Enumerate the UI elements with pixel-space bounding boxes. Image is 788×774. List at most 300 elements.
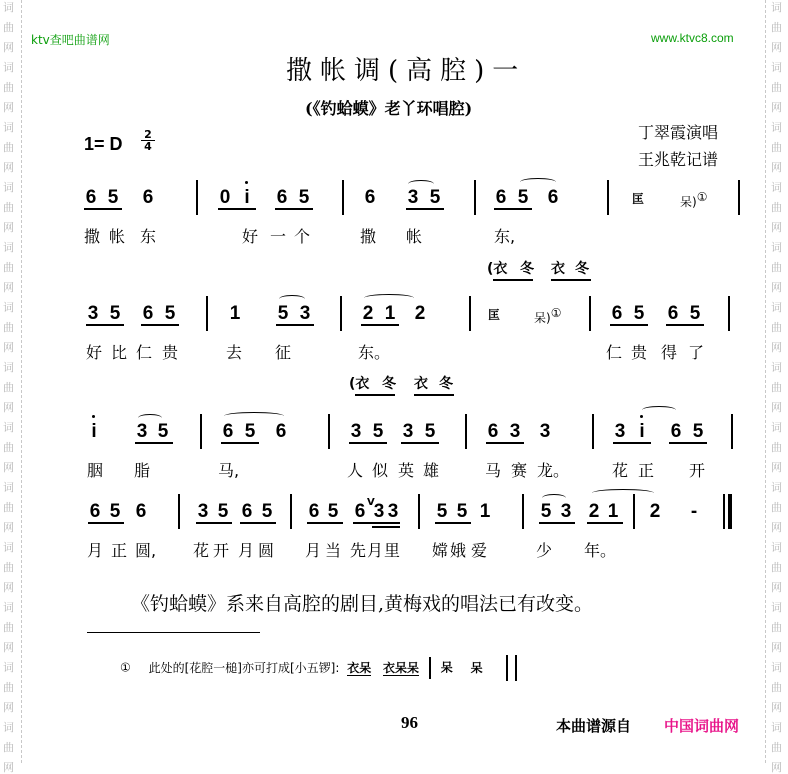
source-site-name: 中国词曲网 bbox=[664, 717, 740, 735]
lyric: 月 bbox=[305, 541, 322, 560]
lyric: 人 bbox=[347, 461, 364, 480]
watermark-char: 曲 bbox=[3, 741, 14, 754]
song-subtitle: (《钓蛤蟆》老丫环唱腔) bbox=[305, 99, 473, 118]
watermark-char: 词 bbox=[771, 421, 782, 434]
right-dashed-border bbox=[765, 0, 766, 763]
watermark-char: 曲 bbox=[3, 561, 14, 574]
lyric: 嫦 bbox=[432, 541, 449, 560]
note: 5 bbox=[372, 421, 384, 442]
watermark-char: 词 bbox=[771, 601, 782, 614]
lyric: 马, bbox=[218, 461, 240, 480]
lyric: 先 bbox=[350, 541, 367, 560]
bar-line bbox=[633, 494, 635, 529]
lyric: 开 bbox=[213, 541, 230, 560]
octave-dot bbox=[640, 415, 643, 418]
watermark-char: 网 bbox=[3, 581, 14, 594]
note: 5 bbox=[109, 501, 121, 522]
note: 5 bbox=[517, 187, 529, 208]
watermark-char: 曲 bbox=[3, 21, 14, 34]
watermark-char: 曲 bbox=[771, 501, 782, 514]
right-watermark-strip bbox=[768, 0, 788, 774]
bar-line bbox=[196, 180, 198, 215]
lyric: 里 bbox=[384, 541, 401, 560]
watermark-char: 词 bbox=[3, 421, 14, 434]
beam-underline bbox=[196, 522, 232, 524]
bar-line bbox=[731, 414, 733, 449]
watermark-char: 词 bbox=[3, 181, 14, 194]
watermark-char: 曲 bbox=[3, 141, 14, 154]
note: 6 bbox=[275, 421, 287, 442]
watermark-char: 网 bbox=[3, 701, 14, 714]
lyric: 圆, bbox=[135, 541, 157, 560]
watermark-char: 曲 bbox=[3, 681, 14, 694]
note: 5 bbox=[261, 501, 273, 522]
watermark-char: 曲 bbox=[3, 621, 14, 634]
percussion-syllable bbox=[534, 306, 561, 326]
beam-underline bbox=[666, 324, 704, 326]
beam-underline bbox=[275, 208, 313, 210]
note: 2 bbox=[588, 501, 600, 522]
bar-line bbox=[469, 296, 471, 331]
note: 6 bbox=[276, 187, 288, 208]
watermark-char: 曲 bbox=[771, 261, 782, 274]
note: 6 bbox=[611, 303, 623, 324]
lyric: 个 bbox=[294, 227, 311, 246]
lyric: 花 bbox=[193, 541, 210, 560]
note-high bbox=[87, 421, 101, 443]
lyric: 年。 bbox=[584, 541, 617, 560]
note: 6 bbox=[135, 501, 147, 522]
bar-line bbox=[429, 657, 431, 679]
bar-line bbox=[465, 414, 467, 449]
lyric: 帐 bbox=[109, 227, 126, 246]
perc-text: 呆) bbox=[680, 195, 697, 209]
note: 1 bbox=[607, 501, 619, 522]
lyric: 东 bbox=[140, 227, 157, 246]
lyric: 赛 bbox=[511, 461, 528, 480]
lyric: 脂 bbox=[134, 461, 151, 480]
lyric: 撒 bbox=[360, 227, 377, 246]
watermark-char: 网 bbox=[771, 401, 782, 414]
lyric: 一 bbox=[270, 227, 287, 246]
left-dashed-border bbox=[21, 0, 22, 763]
watermark-char: 网 bbox=[771, 101, 782, 114]
note-digit: i bbox=[244, 187, 250, 208]
percussion-syllable: (衣 bbox=[487, 261, 508, 277]
watermark-char: 词 bbox=[771, 241, 782, 254]
note: 6 bbox=[547, 187, 559, 208]
dash-sustain: - bbox=[690, 501, 698, 522]
watermark-char: 曲 bbox=[3, 321, 14, 334]
watermark-char: 词 bbox=[3, 61, 14, 74]
watermark-char: 网 bbox=[771, 281, 782, 294]
note: 3 bbox=[299, 303, 311, 324]
note-high bbox=[240, 187, 254, 209]
beam-underline bbox=[88, 522, 124, 524]
watermark-char: 词 bbox=[771, 181, 782, 194]
footnote-text: 此处的[花腔一槌]亦可打成[小五锣]: bbox=[148, 660, 340, 675]
note: 6 bbox=[308, 501, 320, 522]
note: 6 bbox=[241, 501, 253, 522]
beam-underline bbox=[414, 394, 454, 396]
watermark-char: 网 bbox=[3, 101, 14, 114]
note: 6 bbox=[89, 501, 101, 522]
beam-underline bbox=[493, 279, 533, 281]
bar-line bbox=[592, 414, 594, 449]
time-signature bbox=[141, 129, 155, 152]
watermark-char: 词 bbox=[3, 481, 14, 494]
lyric: 似 bbox=[372, 461, 389, 480]
watermark-char: 词 bbox=[771, 481, 782, 494]
key-signature: 1= D bbox=[84, 134, 123, 154]
lyric: 比 bbox=[111, 343, 128, 362]
watermark-char: 网 bbox=[3, 521, 14, 534]
lyric: 英 bbox=[398, 461, 415, 480]
watermark-char: 词 bbox=[3, 301, 14, 314]
watermark-char: 网 bbox=[771, 161, 782, 174]
lyric: 好 bbox=[86, 343, 103, 362]
song-title: 撒帐调(高腔)一 bbox=[286, 56, 527, 86]
footnote-perc: 衣呆 bbox=[347, 660, 372, 675]
beam-underline bbox=[218, 208, 256, 210]
watermark-char: 词 bbox=[3, 121, 14, 134]
note: 2 bbox=[649, 501, 661, 522]
note: 6 bbox=[142, 303, 154, 324]
bar-line bbox=[328, 414, 330, 449]
note: 6 bbox=[222, 421, 234, 442]
lyric: 贵 bbox=[631, 343, 648, 362]
beam-underline bbox=[613, 442, 651, 444]
note: 6 bbox=[495, 187, 507, 208]
percussion-syllable: 冬 bbox=[439, 376, 453, 392]
transcriber-credit: 王兆乾记谱 bbox=[638, 150, 719, 169]
watermark-char: 网 bbox=[771, 521, 782, 534]
percussion-syllable: 冬 bbox=[382, 376, 396, 392]
lyric: 正 bbox=[638, 461, 655, 480]
note: 6 bbox=[487, 421, 499, 442]
watermark-char: 曲 bbox=[3, 81, 14, 94]
watermark-char: 网 bbox=[3, 761, 14, 774]
note-digit: i bbox=[639, 421, 645, 442]
note: 3 bbox=[197, 501, 209, 522]
percussion-syllable: 冬 bbox=[520, 261, 534, 277]
watermark-char: 词 bbox=[3, 601, 14, 614]
watermark-char: 曲 bbox=[771, 201, 782, 214]
note: 5 bbox=[217, 501, 229, 522]
watermark-char: 词 bbox=[771, 1, 782, 14]
percussion-syllable bbox=[680, 190, 707, 210]
note: 5 bbox=[109, 303, 121, 324]
watermark-char: 网 bbox=[771, 581, 782, 594]
slur bbox=[279, 295, 305, 303]
note: 6 bbox=[670, 421, 682, 442]
bar-line bbox=[589, 296, 591, 331]
percussion-syllable: 衣 bbox=[414, 376, 428, 392]
slur bbox=[520, 178, 556, 186]
slur bbox=[224, 412, 284, 420]
watermark-char: 词 bbox=[771, 121, 782, 134]
percussion-syllable: 衣 bbox=[551, 261, 565, 277]
beam-underline bbox=[401, 442, 439, 444]
footnote-mark: ① bbox=[550, 306, 562, 320]
lyric: 少 bbox=[536, 541, 553, 560]
watermark-char: 网 bbox=[771, 761, 782, 774]
beam-underline bbox=[486, 442, 524, 444]
beam-underline bbox=[276, 324, 314, 326]
watermark-char: 词 bbox=[771, 301, 782, 314]
bar-line bbox=[738, 180, 740, 215]
lyric: 去 bbox=[226, 343, 243, 362]
lyric: 仁 bbox=[136, 343, 153, 362]
note: 2 bbox=[362, 303, 374, 324]
note: 3 bbox=[387, 501, 399, 522]
bar-line bbox=[474, 180, 476, 215]
beam-underline bbox=[221, 442, 259, 444]
note: 5 bbox=[327, 501, 339, 522]
watermark-char: 网 bbox=[3, 161, 14, 174]
site-name-left: ktv查吧曲谱网 bbox=[31, 33, 110, 47]
note: 5 bbox=[456, 501, 468, 522]
final-bar-thin bbox=[506, 655, 508, 681]
footnote-marker: ① bbox=[120, 660, 131, 675]
note: 6 bbox=[85, 187, 97, 208]
watermark-char: 词 bbox=[3, 721, 14, 734]
note: 5 bbox=[157, 421, 169, 442]
beam-underline bbox=[240, 522, 276, 524]
footnote-perc: 呆 bbox=[470, 660, 483, 675]
note: 3 bbox=[560, 501, 572, 522]
lyric: 马 bbox=[485, 461, 502, 480]
final-bar-thin bbox=[723, 494, 725, 529]
slur bbox=[364, 294, 414, 302]
note: 5 bbox=[633, 303, 645, 324]
watermark-char: 曲 bbox=[3, 501, 14, 514]
beam-underline bbox=[141, 324, 179, 326]
footnote-perc: 呆 bbox=[440, 660, 453, 675]
lyric: 得 bbox=[661, 343, 678, 362]
note: 3 bbox=[509, 421, 521, 442]
note: 5 bbox=[689, 303, 701, 324]
footnote-divider bbox=[87, 632, 260, 633]
watermark-char: 曲 bbox=[771, 21, 782, 34]
lyric: 正 bbox=[111, 541, 128, 560]
bar-line bbox=[290, 494, 292, 529]
footnote bbox=[120, 655, 517, 681]
watermark-char: 网 bbox=[771, 701, 782, 714]
note: 5 bbox=[298, 187, 310, 208]
note: 6 bbox=[354, 501, 366, 522]
beam-underline bbox=[435, 522, 471, 524]
watermark-char: 词 bbox=[3, 1, 14, 14]
watermark-char: 曲 bbox=[771, 81, 782, 94]
note: 5 bbox=[277, 303, 289, 324]
source-label: 本曲谱源自 bbox=[556, 717, 632, 735]
lyric: 月 bbox=[238, 541, 255, 560]
score-remark: 《钓蛤蟆》系来自高腔的剧目,黄梅戏的唱法已有改变。 bbox=[131, 593, 594, 615]
beam-underline bbox=[610, 324, 648, 326]
breath-mark: V bbox=[367, 497, 375, 508]
lyric: 胭 bbox=[87, 461, 104, 480]
note: 5 bbox=[244, 421, 256, 442]
note: 6 bbox=[364, 187, 376, 208]
lyric: 月 bbox=[367, 541, 384, 560]
lyric: 当 bbox=[325, 541, 342, 560]
beam-underline bbox=[353, 522, 400, 524]
watermark-char: 曲 bbox=[3, 201, 14, 214]
footnote-mark: ① bbox=[696, 190, 708, 204]
beam-underline bbox=[406, 208, 444, 210]
lyric: 开 bbox=[689, 461, 706, 480]
lyric: 娥 bbox=[450, 541, 467, 560]
slur bbox=[592, 489, 654, 497]
beam-underline bbox=[84, 208, 122, 210]
watermark-char: 网 bbox=[3, 41, 14, 54]
lyric: 征 bbox=[275, 343, 292, 362]
lyric: 撒 bbox=[84, 227, 101, 246]
lyric: 雄 bbox=[423, 461, 440, 480]
watermark-char: 网 bbox=[771, 461, 782, 474]
note: 5 bbox=[692, 421, 704, 442]
bar-line bbox=[728, 296, 730, 331]
beam-underline bbox=[355, 394, 395, 396]
watermark-char: 词 bbox=[771, 541, 782, 554]
note-high bbox=[635, 421, 649, 443]
slur bbox=[642, 406, 676, 414]
note: 5 bbox=[424, 421, 436, 442]
lyric: 东。 bbox=[358, 343, 391, 362]
note: 6 bbox=[142, 187, 154, 208]
beam-underline-double bbox=[372, 526, 400, 528]
watermark-char: 词 bbox=[3, 541, 14, 554]
beam-underline bbox=[494, 208, 532, 210]
time-sig-top: 2 bbox=[144, 128, 152, 141]
octave-dot bbox=[92, 415, 95, 418]
note: 3 bbox=[136, 421, 148, 442]
note: 6 bbox=[667, 303, 679, 324]
watermark-char: 词 bbox=[3, 241, 14, 254]
beam-underline bbox=[361, 324, 399, 326]
watermark-char: 曲 bbox=[771, 321, 782, 334]
bar-line bbox=[418, 494, 420, 529]
lyric: 龙。 bbox=[537, 461, 570, 480]
watermark-char: 词 bbox=[3, 361, 14, 374]
beam-underline bbox=[349, 442, 387, 444]
watermark-char: 曲 bbox=[771, 561, 782, 574]
note: 3 bbox=[402, 421, 414, 442]
lyric: 仁 bbox=[606, 343, 623, 362]
watermark-char: 曲 bbox=[3, 261, 14, 274]
note: 3 bbox=[407, 187, 419, 208]
lyric: 贵 bbox=[162, 343, 179, 362]
performer-credit: 丁翠霞演唱 bbox=[638, 123, 719, 142]
note: 5 bbox=[107, 187, 119, 208]
lyric: 月 bbox=[87, 541, 104, 560]
beam-underline bbox=[669, 442, 707, 444]
watermark-char: 网 bbox=[3, 401, 14, 414]
watermark-char: 曲 bbox=[771, 621, 782, 634]
note: 5 bbox=[164, 303, 176, 324]
beam-underline bbox=[307, 522, 343, 524]
watermark-char: 网 bbox=[771, 641, 782, 654]
watermark-char: 曲 bbox=[771, 381, 782, 394]
beam-underline bbox=[587, 522, 623, 524]
bar-line bbox=[206, 296, 208, 331]
note-digit: i bbox=[91, 421, 97, 442]
footnote-perc: 衣呆呆 bbox=[383, 660, 420, 675]
watermark-char: 曲 bbox=[771, 141, 782, 154]
watermark-char: 词 bbox=[771, 661, 782, 674]
bar-line bbox=[342, 180, 344, 215]
note: 1 bbox=[479, 501, 491, 522]
note: 3 bbox=[614, 421, 626, 442]
bar-line bbox=[178, 494, 180, 529]
percussion-syllable: (衣 bbox=[349, 376, 370, 392]
lyric: 花 bbox=[612, 461, 629, 480]
note: 0 bbox=[219, 187, 231, 208]
bar-line bbox=[522, 494, 524, 529]
percussion-syllable: 冬 bbox=[575, 261, 589, 277]
beam-underline bbox=[86, 324, 124, 326]
note: 5 bbox=[429, 187, 441, 208]
final-bar-thick bbox=[728, 494, 732, 529]
note: 1 bbox=[384, 303, 396, 324]
note: 3 bbox=[87, 303, 99, 324]
perc-text: 呆) bbox=[534, 311, 551, 325]
watermark-char: 网 bbox=[771, 41, 782, 54]
lyric: 东, bbox=[494, 227, 516, 246]
watermark-char: 曲 bbox=[771, 741, 782, 754]
beam-underline bbox=[539, 522, 575, 524]
note: 5 bbox=[436, 501, 448, 522]
watermark-char: 曲 bbox=[771, 681, 782, 694]
lyric: 了 bbox=[688, 343, 705, 362]
watermark-char: 曲 bbox=[3, 381, 14, 394]
beam-underline bbox=[135, 442, 173, 444]
watermark-char: 词 bbox=[771, 61, 782, 74]
beam-underline bbox=[551, 279, 591, 281]
bar-line bbox=[340, 296, 342, 331]
final-bar-thin bbox=[515, 655, 517, 681]
left-watermark-strip bbox=[0, 0, 20, 774]
watermark-char: 网 bbox=[771, 341, 782, 354]
note: 3 bbox=[373, 501, 385, 522]
watermark-char: 曲 bbox=[3, 441, 14, 454]
page-number: 96 bbox=[401, 713, 418, 732]
site-url-right: www.ktvc8.com bbox=[651, 31, 734, 45]
lyric: 爱 bbox=[471, 541, 488, 560]
note: 3 bbox=[539, 421, 551, 442]
watermark-char: 网 bbox=[3, 281, 14, 294]
percussion-syllable: 匡 bbox=[632, 192, 645, 206]
lyric: 帐 bbox=[406, 227, 423, 246]
watermark-char: 网 bbox=[3, 641, 14, 654]
watermark-char: 网 bbox=[3, 221, 14, 234]
lyric: 圆 bbox=[258, 541, 275, 560]
watermark-char: 曲 bbox=[771, 441, 782, 454]
time-sig-bottom: 4 bbox=[144, 140, 152, 153]
bar-line bbox=[607, 180, 609, 215]
watermark-char: 词 bbox=[3, 661, 14, 674]
note: 2 bbox=[414, 303, 426, 324]
watermark-char: 网 bbox=[771, 221, 782, 234]
percussion-syllable: 匡 bbox=[488, 308, 501, 322]
watermark-char: 词 bbox=[771, 361, 782, 374]
note: 3 bbox=[350, 421, 362, 442]
watermark-char: 词 bbox=[771, 721, 782, 734]
bar-line bbox=[200, 414, 202, 449]
lyric: 好 bbox=[242, 227, 259, 246]
octave-dot bbox=[245, 181, 248, 184]
